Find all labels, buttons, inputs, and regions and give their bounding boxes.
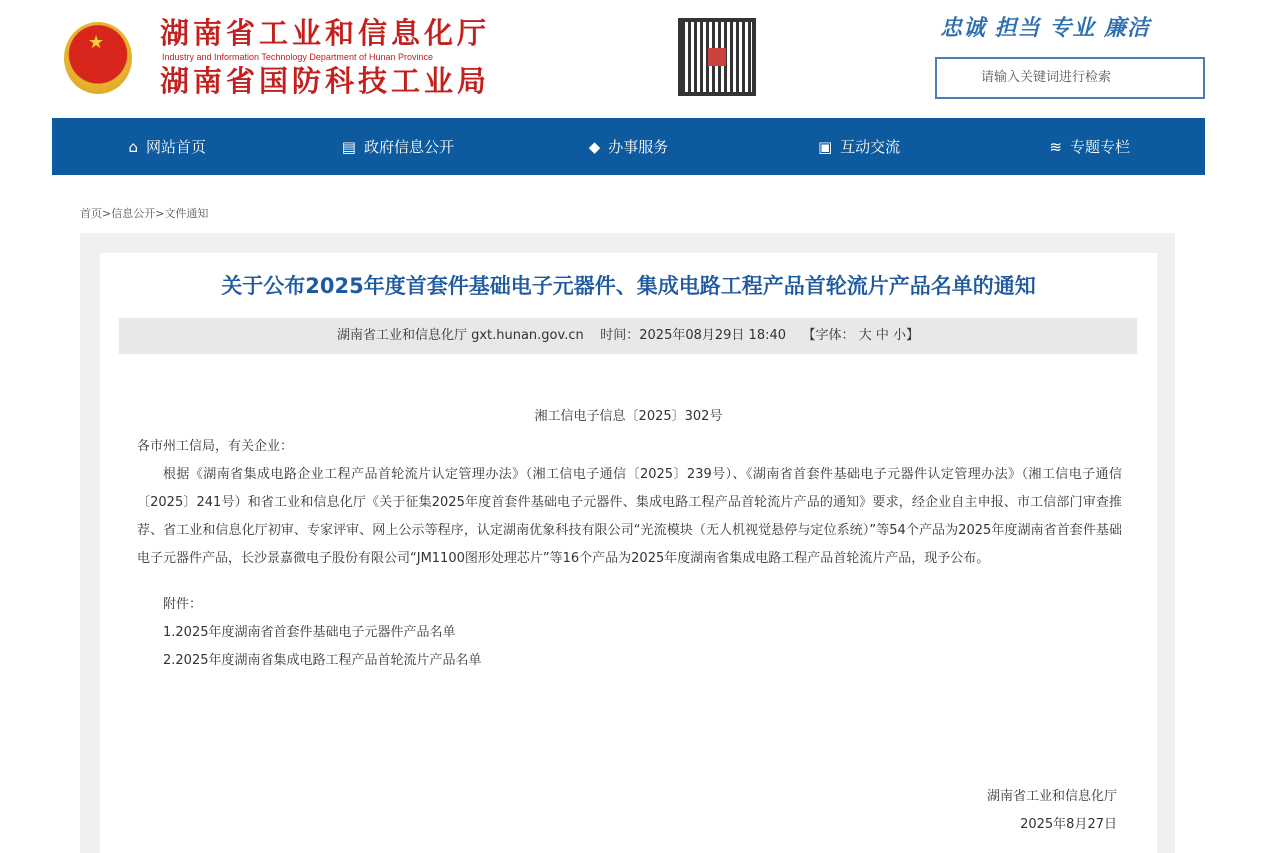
attachments	[137, 591, 1122, 675]
nav-label: 政府信息公开	[363, 138, 454, 156]
slogan: 忠诚 担当 专业 廉洁	[940, 16, 1150, 41]
breadcrumb-notices[interactable]: 文件通知	[164, 207, 209, 220]
org-name-line1: 湖南省工业和信息化厅	[160, 16, 491, 50]
home-icon: ⌂	[128, 137, 139, 156]
main-nav	[52, 118, 1205, 175]
org-name-english: Industry and Information Technology Department of Hunan Province	[162, 52, 433, 62]
paragraph: 根据《湖南省集成电路企业工程产品首轮流片认定管理办法》（湘工信电子通信〔2025〕239号）、《湖南省首套件基础电子元器件认定管理办法》（湘工信电子通信〔2025〕241号）和省工业和信息化厅《关于征集2025年度首套件基础电子元器件、集成电路工程产品首轮流片产品的通知》要求，经企业自主申报、市工信部门审查推荐、省工业和信息化厅初审、专家评审、网上公示等程序，认定湖南优象科技有限公司“光流模块（无人机视觉悬停与定位系统）”等54个产品为2025年度湖南省首套件基础电子元器件产品，长沙景嘉微电子股份有限公司“JM1100图形处理芯片”等16个产品为2025年度湖南省集成电路工程产品首轮流片产品，现予公布。	[137, 467, 1122, 566]
publish-time: 时间：2025年08月29日 18:40	[600, 328, 787, 343]
nav-topics[interactable]	[974, 118, 1205, 175]
national-emblem-logo: ★	[64, 22, 132, 94]
nav-home[interactable]	[52, 118, 283, 175]
font-size-label: 【字体：	[802, 328, 855, 343]
salutation: 各市州工信局，有关企业：	[137, 439, 294, 454]
article	[100, 253, 1157, 853]
font-medium-button[interactable]: 中	[875, 328, 889, 343]
layers-icon: ≋	[1049, 137, 1062, 156]
breadcrumb-sep: >	[155, 207, 165, 220]
font-small-button[interactable]: 小	[893, 328, 907, 343]
attachment-link[interactable]: 2.2025年度湖南省集成电路工程产品首轮流片产品名单	[163, 653, 482, 668]
org-name-line2: 湖南省国防科技工业局	[160, 64, 491, 98]
attachments-label: 附件：	[163, 597, 203, 612]
nav-services[interactable]	[513, 118, 744, 175]
font-size-end: 】	[906, 328, 920, 343]
site-header	[0, 0, 1267, 118]
nav-interaction[interactable]	[744, 118, 975, 175]
attachment-link[interactable]: 1.2025年度湖南省首套件基础电子元器件产品名单	[163, 625, 456, 640]
handshake-icon: ◆	[588, 137, 601, 156]
document-icon: ▤	[341, 137, 356, 156]
document-number: 湘工信电子信息〔2025〕302号	[534, 409, 723, 424]
breadcrumb	[80, 207, 208, 221]
qr-code	[678, 18, 756, 96]
breadcrumb-sep: >	[102, 207, 112, 220]
source: 湖南省工业和信息化厅 gxt.hunan.gov.cn	[336, 328, 584, 343]
chat-icon: ▣	[817, 137, 833, 156]
signature-block	[987, 783, 1117, 839]
signature: 湖南省工业和信息化厅	[986, 789, 1117, 804]
sign-date: 2025年8月27日	[1020, 817, 1117, 832]
search-input[interactable]: 请输入关键词进行检索	[935, 57, 1205, 99]
nav-label: 办事服务	[608, 138, 669, 156]
breadcrumb-home[interactable]: 首页	[80, 207, 102, 220]
article-body	[137, 433, 1122, 675]
nav-label: 专题专栏	[1069, 138, 1130, 156]
article-title: 关于公布2025年度首套件基础电子元器件、集成电路工程产品首轮流片产品名单的通知	[221, 274, 1036, 298]
breadcrumb-info[interactable]: 信息公开	[111, 207, 156, 220]
nav-gov-info[interactable]	[283, 118, 514, 175]
nav-label: 互动交流	[840, 138, 901, 156]
article-meta	[119, 318, 1137, 354]
nav-label: 网站首页	[146, 138, 207, 156]
font-large-button[interactable]: 大	[858, 328, 872, 343]
